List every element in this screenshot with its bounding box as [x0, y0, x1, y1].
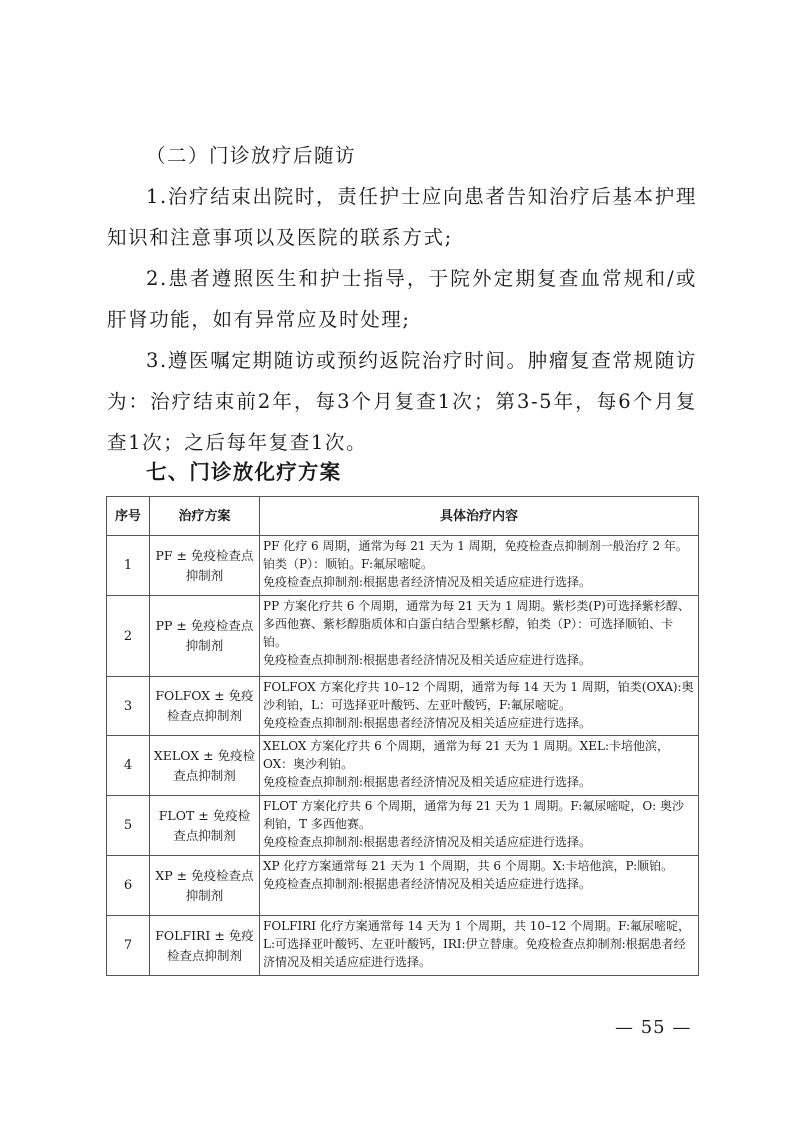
header-scheme: 治疗方案 — [150, 497, 260, 536]
detail-line: 免疫检查点抑制剂:根据患者经济情况及相关适应症进行选择。 — [263, 835, 592, 849]
table-row — [107, 677, 699, 736]
header-number: 序号 — [107, 497, 150, 536]
row-number: 3 — [107, 677, 150, 736]
row-number: 4 — [107, 736, 150, 796]
paragraph-2: 2.患者遵照医生和护士指导，于院外定期复查血常规和/或肝肾功能，如有异常应及时处理; — [107, 267, 697, 331]
row-details — [260, 536, 699, 596]
table-row — [107, 796, 699, 856]
row-number: 1 — [107, 536, 150, 596]
row-details — [260, 736, 699, 796]
row-scheme: PF ± 免疫检查点抑制剂 — [150, 536, 260, 596]
table-body — [107, 536, 699, 976]
row-number: 5 — [107, 796, 150, 856]
row-details — [260, 677, 699, 736]
detail-line: 免疫检查点抑制剂:根据患者经济情况及相关适应症进行选择。 — [263, 775, 592, 789]
row-details — [260, 916, 699, 976]
paragraph-1: 1.治疗结束出院时，责任护士应向患者告知治疗后基本护理知识和注意事项以及医院的联系方式; — [107, 185, 697, 249]
subsection-heading: （二）门诊放疗后随访 — [146, 144, 357, 167]
header-details: 具体治疗内容 — [260, 497, 699, 536]
detail-line: 免疫检查点抑制剂:根据患者经济情况及相关适应症进行选择。 — [263, 575, 592, 589]
row-scheme: XELOX ± 免疫检查点抑制剂 — [150, 736, 260, 796]
detail-line: 免疫检查点抑制剂:根据患者经济情况及相关适应症进行选择。 — [263, 877, 592, 891]
row-details — [260, 856, 699, 916]
detail-line: FOLFOX 方案化疗共 10–12 个周期，通常为每 14 天为 1 周期，铂类(OXA):奥沙利铂，L：可选择亚叶酸钙、左亚叶酸钙，F:氟尿嘧啶。 — [263, 680, 694, 712]
paragraph-3: 3.遵医嘱定期随访或预约返院治疗时间。肿瘤复查常规随访为：治疗结束前2年，每3个月复查1次；第3-5年，每6个月复查1次；之后每年复查1次。 — [107, 349, 697, 454]
table-row — [107, 536, 699, 596]
row-number: 6 — [107, 856, 150, 916]
row-scheme: FLOT ± 免疫检查点抑制剂 — [150, 796, 260, 856]
treatment-plan-table — [106, 496, 699, 976]
table-row — [107, 856, 699, 916]
row-number: 2 — [107, 596, 150, 677]
row-scheme: XP ± 免疫检查点抑制剂 — [150, 856, 260, 916]
row-scheme: FOLFOX ± 免疫检查点抑制剂 — [150, 677, 260, 736]
detail-line: 免疫检查点抑制剂:根据患者经济情况及相关适应症进行选择。 — [263, 653, 592, 667]
row-number: 7 — [107, 916, 150, 976]
detail-line: PF 化疗 6 周期，通常为每 21 天为 1 周期，免疫检查点抑制剂一般治疗 2 年。铂类（P）：顺铂。F:氟尿嘧啶。 — [263, 539, 688, 571]
row-details — [260, 596, 699, 677]
row-scheme: PP ± 免疫检查点抑制剂 — [150, 596, 260, 677]
table-row — [107, 596, 699, 677]
page-number: — 55 — — [615, 1017, 692, 1038]
detail-line: XELOX 方案化疗共 6 个周期，通常为每 21 天为 1 周期。XEL:卡培他滨，OX：奥沙利铂。 — [263, 739, 669, 771]
row-details — [260, 796, 699, 856]
detail-line: XP 化疗方案通常每 21 天为 1 个周期，共 6 个周期。X:卡培他滨，P:顺铂。 — [263, 859, 674, 873]
detail-line: PP 方案化疗共 6 个周期，通常为每 21 天为 1 周期。紫杉类(P)可选择紫杉醇、多西他赛、紫杉醇脂质体和白蛋白结合型紫杉醇，铂类（P）：可选择顺铂、卡铂。 — [263, 599, 690, 649]
detail-line: 免疫检查点抑制剂:根据患者经济情况及相关适应症进行选择。 — [263, 716, 592, 730]
table-header-row — [107, 497, 699, 536]
table-row — [107, 736, 699, 796]
row-scheme: FOLFIRI ± 免疫检查点抑制剂 — [150, 916, 260, 976]
detail-line: FOLFIRI 化疗方案通常每 14 天为 1 个周期，共 10–12 个周期。F:氟尿嘧啶，L:可选择亚叶酸钙、左亚叶酸钙，IRI:伊立替康。免疫检查点抑制剂:根据患者经济情况及相关适应症进行选择。 — [263, 919, 691, 969]
section-heading: 七、门诊放化疗方案 — [146, 460, 342, 484]
detail-line: FLOT 方案化疗共 6 个周期，通常为每 21 天为 1 周期。F:氟尿嘧啶，O: 奥沙利铂，T 多西他赛。 — [263, 799, 685, 831]
table-row — [107, 916, 699, 976]
